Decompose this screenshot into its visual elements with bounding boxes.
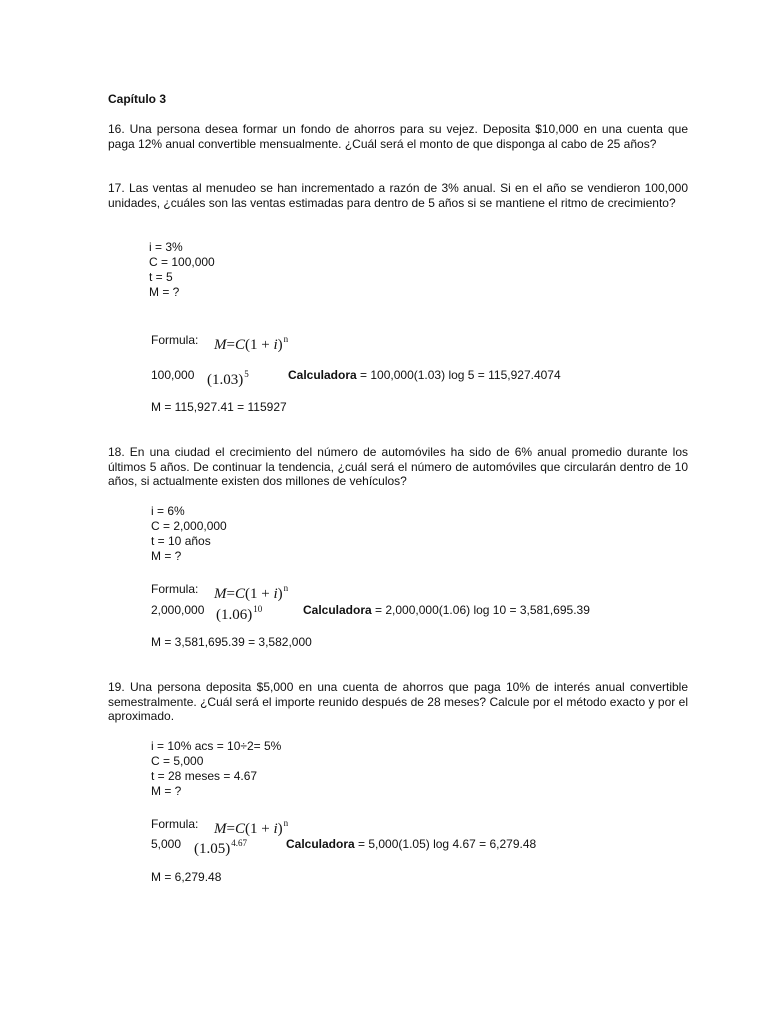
given-rate: i = 6% xyxy=(151,504,185,518)
formula-label: Formula: xyxy=(151,582,199,596)
calc-base: 100,000 xyxy=(151,368,195,382)
given-capital: C = 5,000 xyxy=(151,754,204,768)
given-capital: C = 100,000 xyxy=(149,255,215,269)
formula-label: Formula: xyxy=(151,333,199,347)
calculator-result: Calculadora = 5,000(1.05) log 4.67 = 6,279.48 xyxy=(286,837,537,851)
compound-interest-formula: $M=C(1 + i)^n$ xyxy=(214,583,289,602)
problem-19-statement: 19. Una persona deposita $5,000 en una cuenta de ahorros que paga 10% de interés anual convertible semestralmente. ¿Cuál será el importe reunido después de 28 meses? Calcule por el método exacto y por el aproximado. xyxy=(108,680,688,724)
calc-base: 2,000,000 xyxy=(151,603,205,617)
compound-interest-formula: $M=C(1 + i)^n$ xyxy=(214,334,289,353)
problem-18-statement: 18. En una ciudad el crecimiento del número de automóviles ha sido de 6% anual promedio durante los últimos 5 años. De continuar la tendencia, ¿cuál será el número de automóviles que circularán dentro de 10 años, si actualmente existen dos millones de vehículos? xyxy=(108,445,688,489)
given-amount: M = ? xyxy=(151,549,182,563)
final-result: M = 6,279.48 xyxy=(151,870,222,884)
problem-17-statement: 17. Las ventas al menudeo se han incrementado a razón de 3% anual. Si en el año se vendieron 100,000 unidades, ¿cuáles son las ventas estimadas para dentro de 5 años si se mantiene el ritmo de crecimiento? xyxy=(108,181,688,210)
given-rate: i = 10% acs = 10÷2= 5% xyxy=(151,739,282,753)
given-amount: M = ? xyxy=(149,285,180,299)
calc-base: 5,000 xyxy=(151,837,182,851)
final-result: M = 3,581,695.39 = 3,582,000 xyxy=(151,635,312,649)
calculator-result: Calculadora = 2,000,000(1.06) log 10 = 3,581,695.39 xyxy=(303,603,590,617)
given-amount: M = ? xyxy=(151,784,182,798)
given-capital: C = 2,000,000 xyxy=(151,519,227,533)
given-time: t = 28 meses = 4.67 xyxy=(151,769,258,783)
given-time: t = 10 años xyxy=(151,534,211,548)
chapter-title: Capítulo 3 xyxy=(108,92,167,106)
problem-16-statement: 16. Una persona desea formar un fondo de ahorros para su vejez. Deposita $10,000 en una cuenta que paga 12% anual convertible mensualmente. ¿Cuál será el monto de que disponga al cabo de 25 años? xyxy=(108,122,688,151)
calc-power: $(1.05)^{4.67}$ xyxy=(194,838,247,857)
compound-interest-formula: $M=C(1 + i)^n$ xyxy=(214,818,289,837)
given-rate: i = 3% xyxy=(149,240,183,254)
formula-label: Formula: xyxy=(151,817,199,831)
given-time: t = 5 xyxy=(149,270,173,284)
final-result: M = 115,927.41 = 115927 xyxy=(151,400,287,414)
calc-power: $(1.03)^5$ xyxy=(207,369,249,388)
calculator-result: Calculadora = 100,000(1.03) log 5 = 115,927.4074 xyxy=(288,368,561,382)
calc-power: $(1.06)^{10}$ xyxy=(216,604,263,623)
